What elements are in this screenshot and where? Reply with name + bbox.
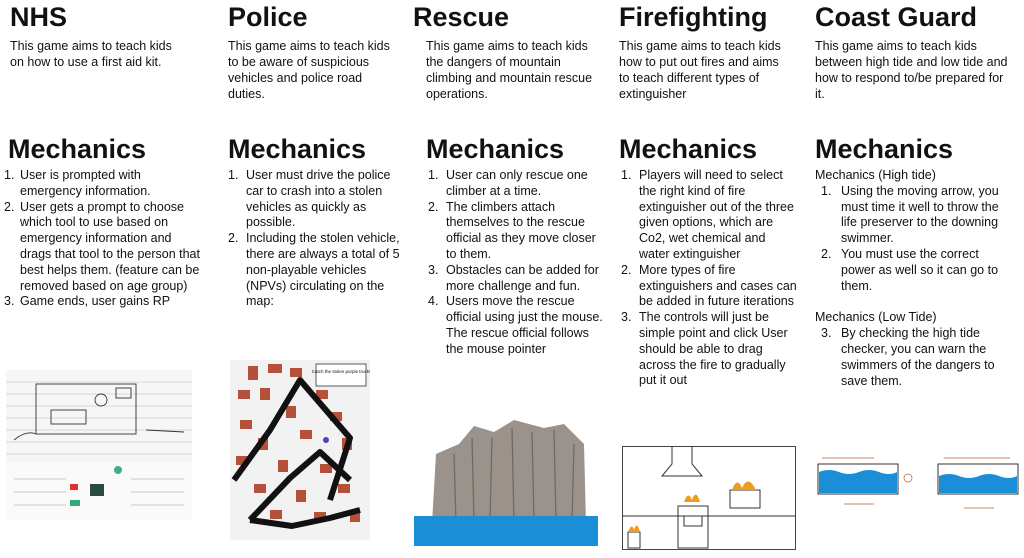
nhs-mechanics-list: [4, 168, 200, 310]
kitchen-fire-sketch-image: [622, 446, 796, 550]
list-item: 2. More types of fire extinguishers and cases can be added in future iterations: [621, 262, 797, 309]
first-aid-ui-mockup-image: [6, 462, 192, 520]
list-item: 2. The climbers attach themselves to the rescue official as they move closer to them.: [428, 199, 596, 261]
police-map-image: [230, 360, 370, 540]
list-item: 2. User gets a prompt to choose which tool to use based on emergency information and drags that tool to the person that best helps them. (feature can be removed based on age group): [4, 199, 200, 293]
coast-guard-description: This game aims to teach kids between high tide and low tide and how to respond to/be prepared for it.: [815, 39, 1008, 101]
list-item: 3. The controls will just be simple point and click User should be able to drag across the fire to gradually put it out: [621, 310, 788, 388]
firefighting-title: Firefighting: [619, 2, 768, 32]
list-item: 1. Using the moving arrow, you must time it well to throw the life preserver to the downing swimmer.: [821, 183, 999, 246]
list-item: 1. User must drive the police car to crash into a stolen vehicles as quickly as possible.: [228, 168, 391, 230]
rescue-mechanics-list: [428, 168, 606, 358]
rescue-title: Rescue: [413, 2, 510, 32]
list-item: 1. User is prompted with emergency information.: [4, 168, 151, 198]
coast-guard-mechanics-list: [815, 168, 1015, 389]
firefighting-mechanics-list: [621, 168, 797, 389]
police-mechanics-title: Mechanics: [228, 134, 367, 164]
police-description: This game aims to teach kids to be aware of suspicious vehicles and police road duties.: [228, 39, 390, 101]
tide-sketches-image: [814, 452, 1020, 524]
list-item: 1. Players will need to select the right kind of fire extinguisher out of the three given options, which are Co2, wet chemical and water extinguisher: [621, 168, 794, 261]
high-tide-label: Mechanics (High tide): [815, 168, 936, 182]
nhs-description: This game aims to teach kids on how to use a first aid kit.: [10, 39, 172, 69]
coast-guard-title: Coast Guard: [815, 2, 978, 32]
list-item: 2. You must use the correct power as well so it can go to them.: [821, 246, 999, 293]
list-item: 3. Obstacles can be added for more challenge and fun.: [428, 262, 599, 293]
list-item: 4. Users move the rescue official using just the mouse. The rescue official follows the mouse pointer: [428, 294, 603, 356]
coast-guard-mechanics-title: Mechanics: [815, 134, 954, 164]
list-item: 3. Game ends, user gains RP: [4, 294, 171, 309]
list-item: 2. Including the stolen vehicle, there are always a total of 5 non-playable vehicles (NPVs) circulating on the map:: [228, 231, 400, 309]
map-label: Catch the stolen purple truck!: [311, 369, 370, 374]
list-item: 3. By checking the high tide checker, you can warn the swimmers of the dangers to save them.: [821, 326, 995, 388]
low-tide-label: Mechanics (Low Tide): [815, 310, 937, 325]
police-title: Police: [228, 2, 308, 32]
rescue-description: This game aims to teach kids the dangers of mountain climbing and mountain rescue operations.: [426, 39, 593, 101]
police-mechanics-list: [228, 168, 408, 310]
firefighting-description: This game aims to teach kids how to put out fires and aims to teach different types of extinguisher: [619, 39, 781, 101]
nhs-mechanics-title: Mechanics: [8, 134, 147, 164]
list-item: 1. User can only rescue one climber at a time.: [428, 168, 588, 198]
rescue-mechanics-title: Mechanics: [426, 134, 565, 164]
mountain-image: [414, 414, 598, 546]
nhs-title: NHS: [10, 2, 68, 32]
first-aid-sketch-image: [6, 370, 192, 462]
firefighting-mechanics-title: Mechanics: [619, 134, 758, 164]
